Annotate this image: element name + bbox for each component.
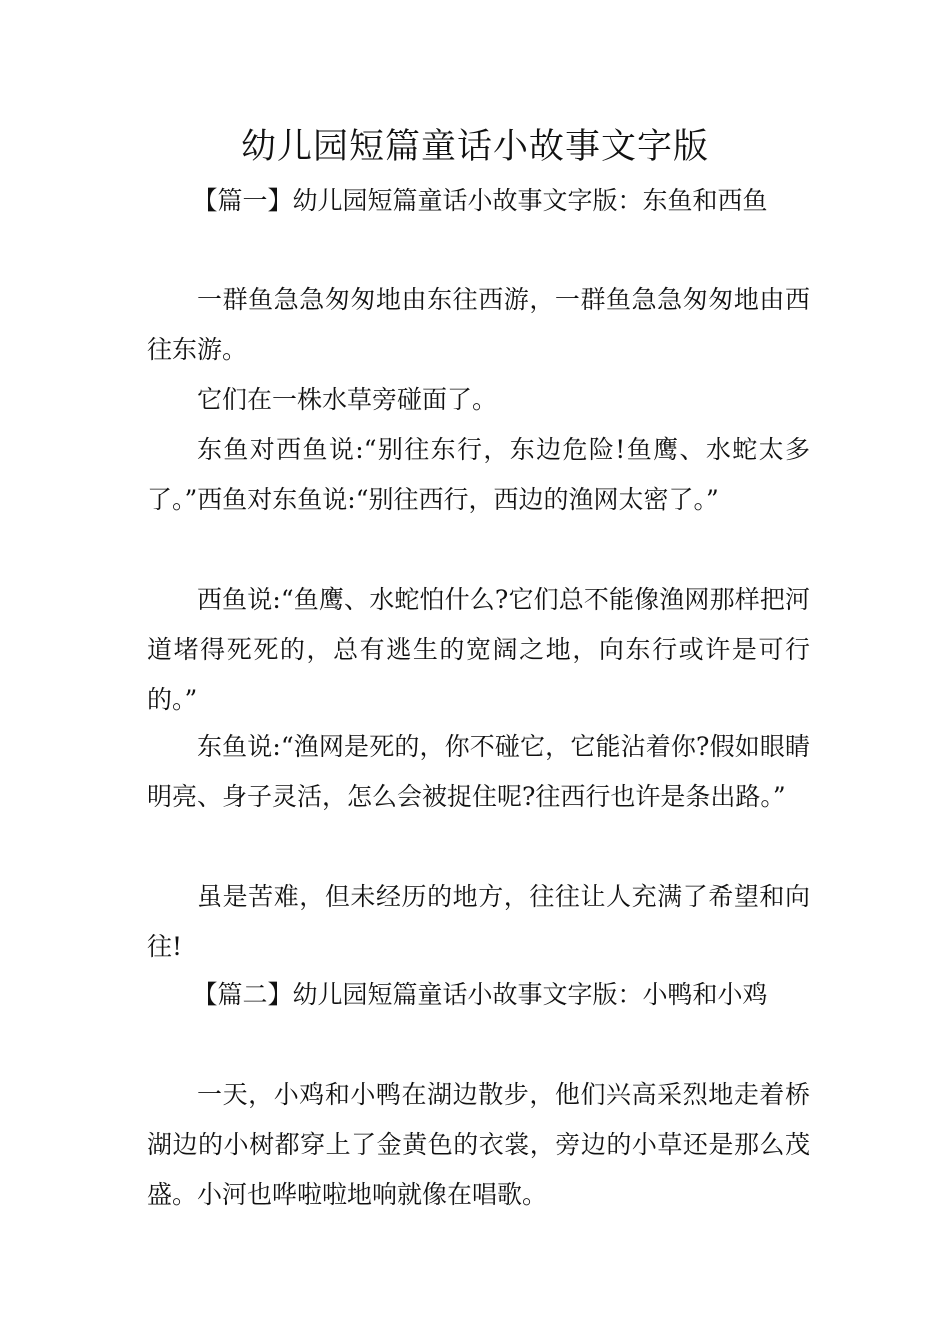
section-heading-1: 【篇一】幼儿园短篇童话小故事文字版：东鱼和西鱼 bbox=[192, 186, 768, 215]
paragraph: 一群鱼急急匆匆地由东往西游，一群鱼急急匆匆地由西往东游。 bbox=[147, 285, 810, 364]
paragraph: 东鱼说:“渔网是死的，你不碰它，它能沾着你?假如眼睛明亮、身子灵活，怎么会被捉住呢?往西行也许是条出路。” bbox=[147, 732, 810, 811]
section-heading-2: 【篇二】幼儿园短篇童话小故事文字版：小鸭和小鸡 bbox=[192, 980, 768, 1009]
document-title: 幼儿园短篇童话小故事文字版 bbox=[240, 127, 709, 167]
paragraph: 虽是苦难，但未经历的地方，往往让人充满了希望和向往! bbox=[147, 882, 810, 961]
paragraph: 一天，小鸡和小鸭在湖边散步，他们兴高采烈地走着桥湖边的小树都穿上了金黄色的衣裳，旁边的小草还是那么茂盛。小河也哗啦啦地响就像在唱歌。 bbox=[147, 1080, 810, 1209]
paragraph: 它们在一株水草旁碰面了。 bbox=[197, 385, 498, 414]
paragraph: 东鱼对西鱼说:“别往东行，东边危险!鱼鹰、水蛇太多了。”西鱼对东鱼说:“别往西行，西边的渔网太密了。” bbox=[147, 435, 810, 514]
paragraph: 西鱼说:“鱼鹰、水蛇怕什么?它们总不能像渔网那样把河道堵得死死的，总有逃生的宽阔之地，向东行或许是可行的。” bbox=[147, 585, 810, 714]
